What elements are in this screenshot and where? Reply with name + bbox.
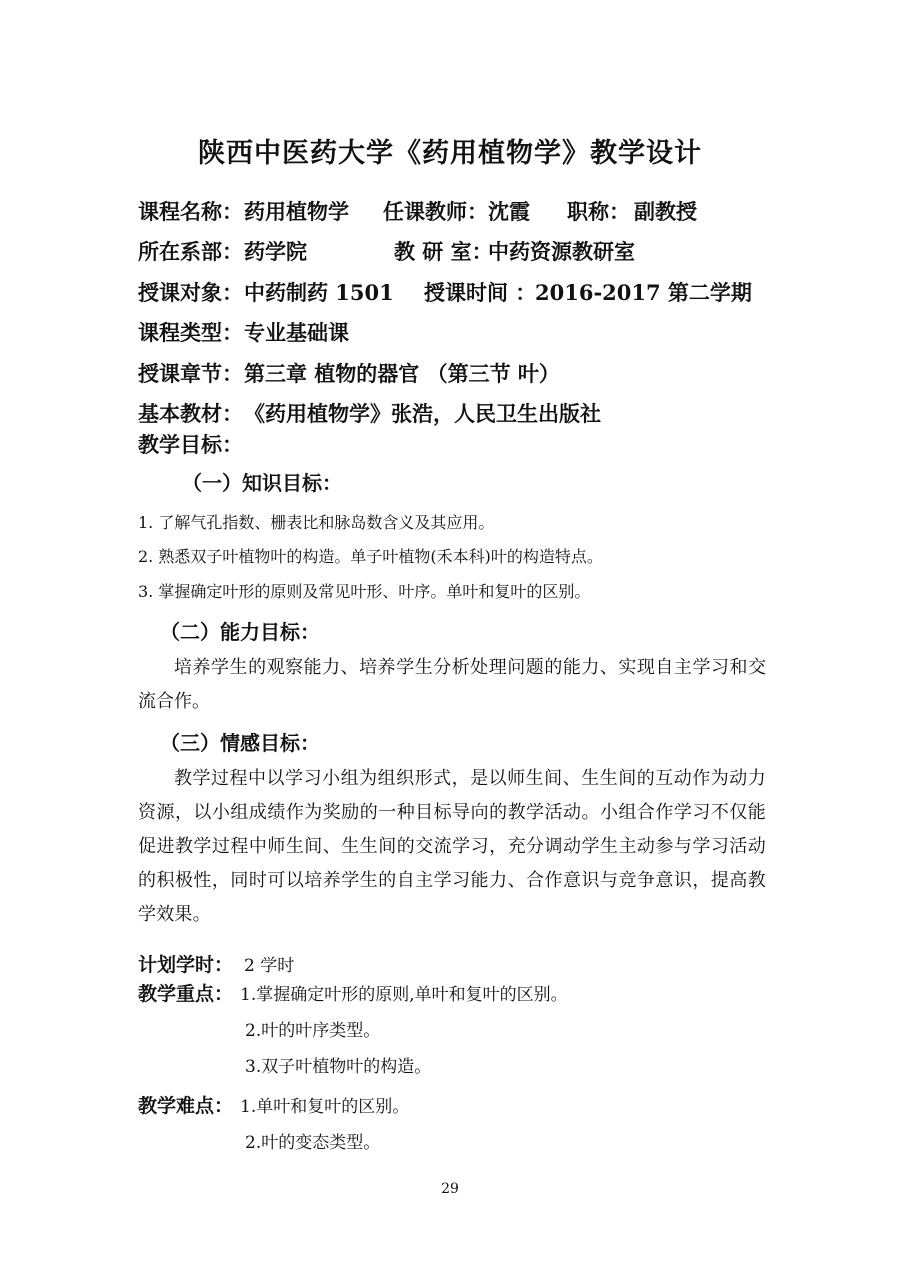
chapter-label: 授课章节： [138, 361, 243, 386]
knowledge-item: 3. 掌握确定叶形的原则及常见叶形、叶序。单叶和复叶的区别。 [138, 582, 591, 601]
time-value: 2016-2017 第二学期 [535, 280, 752, 305]
ability-paragraph: 培养学生的观察能力、培养学生分析处理问题的能力、实现自主学习和交流合作。 [138, 657, 766, 712]
office-value: 中药资源教研室 [488, 239, 635, 264]
page-number: 29 [441, 1181, 459, 1197]
key-point-item: 1.掌握确定叶形的原则,单叶和复叶的区别。 [240, 985, 568, 1005]
key-points-label: 教学重点： [138, 983, 234, 1005]
ability-heading: （二）能力目标： [160, 620, 320, 644]
hours-value: 2 学时 [244, 956, 295, 976]
knowledge-heading: （一）知识目标： [182, 471, 342, 495]
difficult-point-item: 1.单叶和复叶的区别。 [240, 1097, 410, 1117]
department-label: 所在系部： [138, 239, 243, 264]
course-type-label: 课程类型： [138, 320, 243, 345]
teacher-value: 沈霞 [488, 199, 530, 224]
page-title: 陕西中医药大学《药用植物学》教学设计 [198, 138, 702, 169]
audience-label: 授课对象： [138, 280, 243, 305]
chapter-value: 第三章 植物的器官 （第三节 叶） [244, 361, 560, 386]
rank-value: 副教授 [634, 199, 697, 224]
emotion-heading: （三）情感目标： [160, 731, 320, 755]
course-name-label: 课程名称： [138, 199, 243, 224]
difficult-point-item: 2.叶的变态类型。 [245, 1133, 381, 1153]
department-value: 药学院 [244, 239, 307, 264]
difficult-points-label: 教学难点： [138, 1095, 234, 1117]
objectives-heading: 教学目标： [138, 432, 243, 457]
key-point-item: 3.双子叶植物叶的构造。 [245, 1057, 432, 1077]
time-label: 授课时间 ： [424, 280, 537, 305]
textbook-label: 基本教材： [138, 401, 243, 426]
knowledge-item: 1. 了解气孔指数、栅表比和脉岛数含义及其应用。 [138, 513, 495, 532]
knowledge-item: 2. 熟悉双子叶植物叶的构造。单子叶植物(禾本科)叶的构造特点。 [138, 547, 603, 566]
course-type-value: 专业基础课 [244, 320, 349, 345]
rank-label: 职称： [567, 199, 630, 224]
emotion-paragraph: 教学过程中以学习小组为组织形式，是以师生间、生生间的互动作为动力资源，以小组成绩作为奖励的一种目标导向的教学活动。小组合作学习不仅能促进教学过程中师生间、生生间的交流学习，充分调动学生主动参与学习活动的积极性，同时可以培养学生的自主学习能力、合作意识与竞争意识，提高教学效果。 [138, 768, 766, 925]
hours-label: 计划学时： [138, 954, 234, 976]
textbook-value: 《药用植物学》张浩，人民卫生出版社 [244, 401, 601, 426]
key-point-item: 2.叶的叶序类型。 [245, 1021, 381, 1041]
course-name-value: 药用植物学 [244, 199, 349, 224]
office-label: 教 研 室： [394, 239, 493, 264]
teacher-label: 任课教师： [383, 199, 488, 224]
audience-value: 中药制药 1501 [244, 280, 394, 305]
